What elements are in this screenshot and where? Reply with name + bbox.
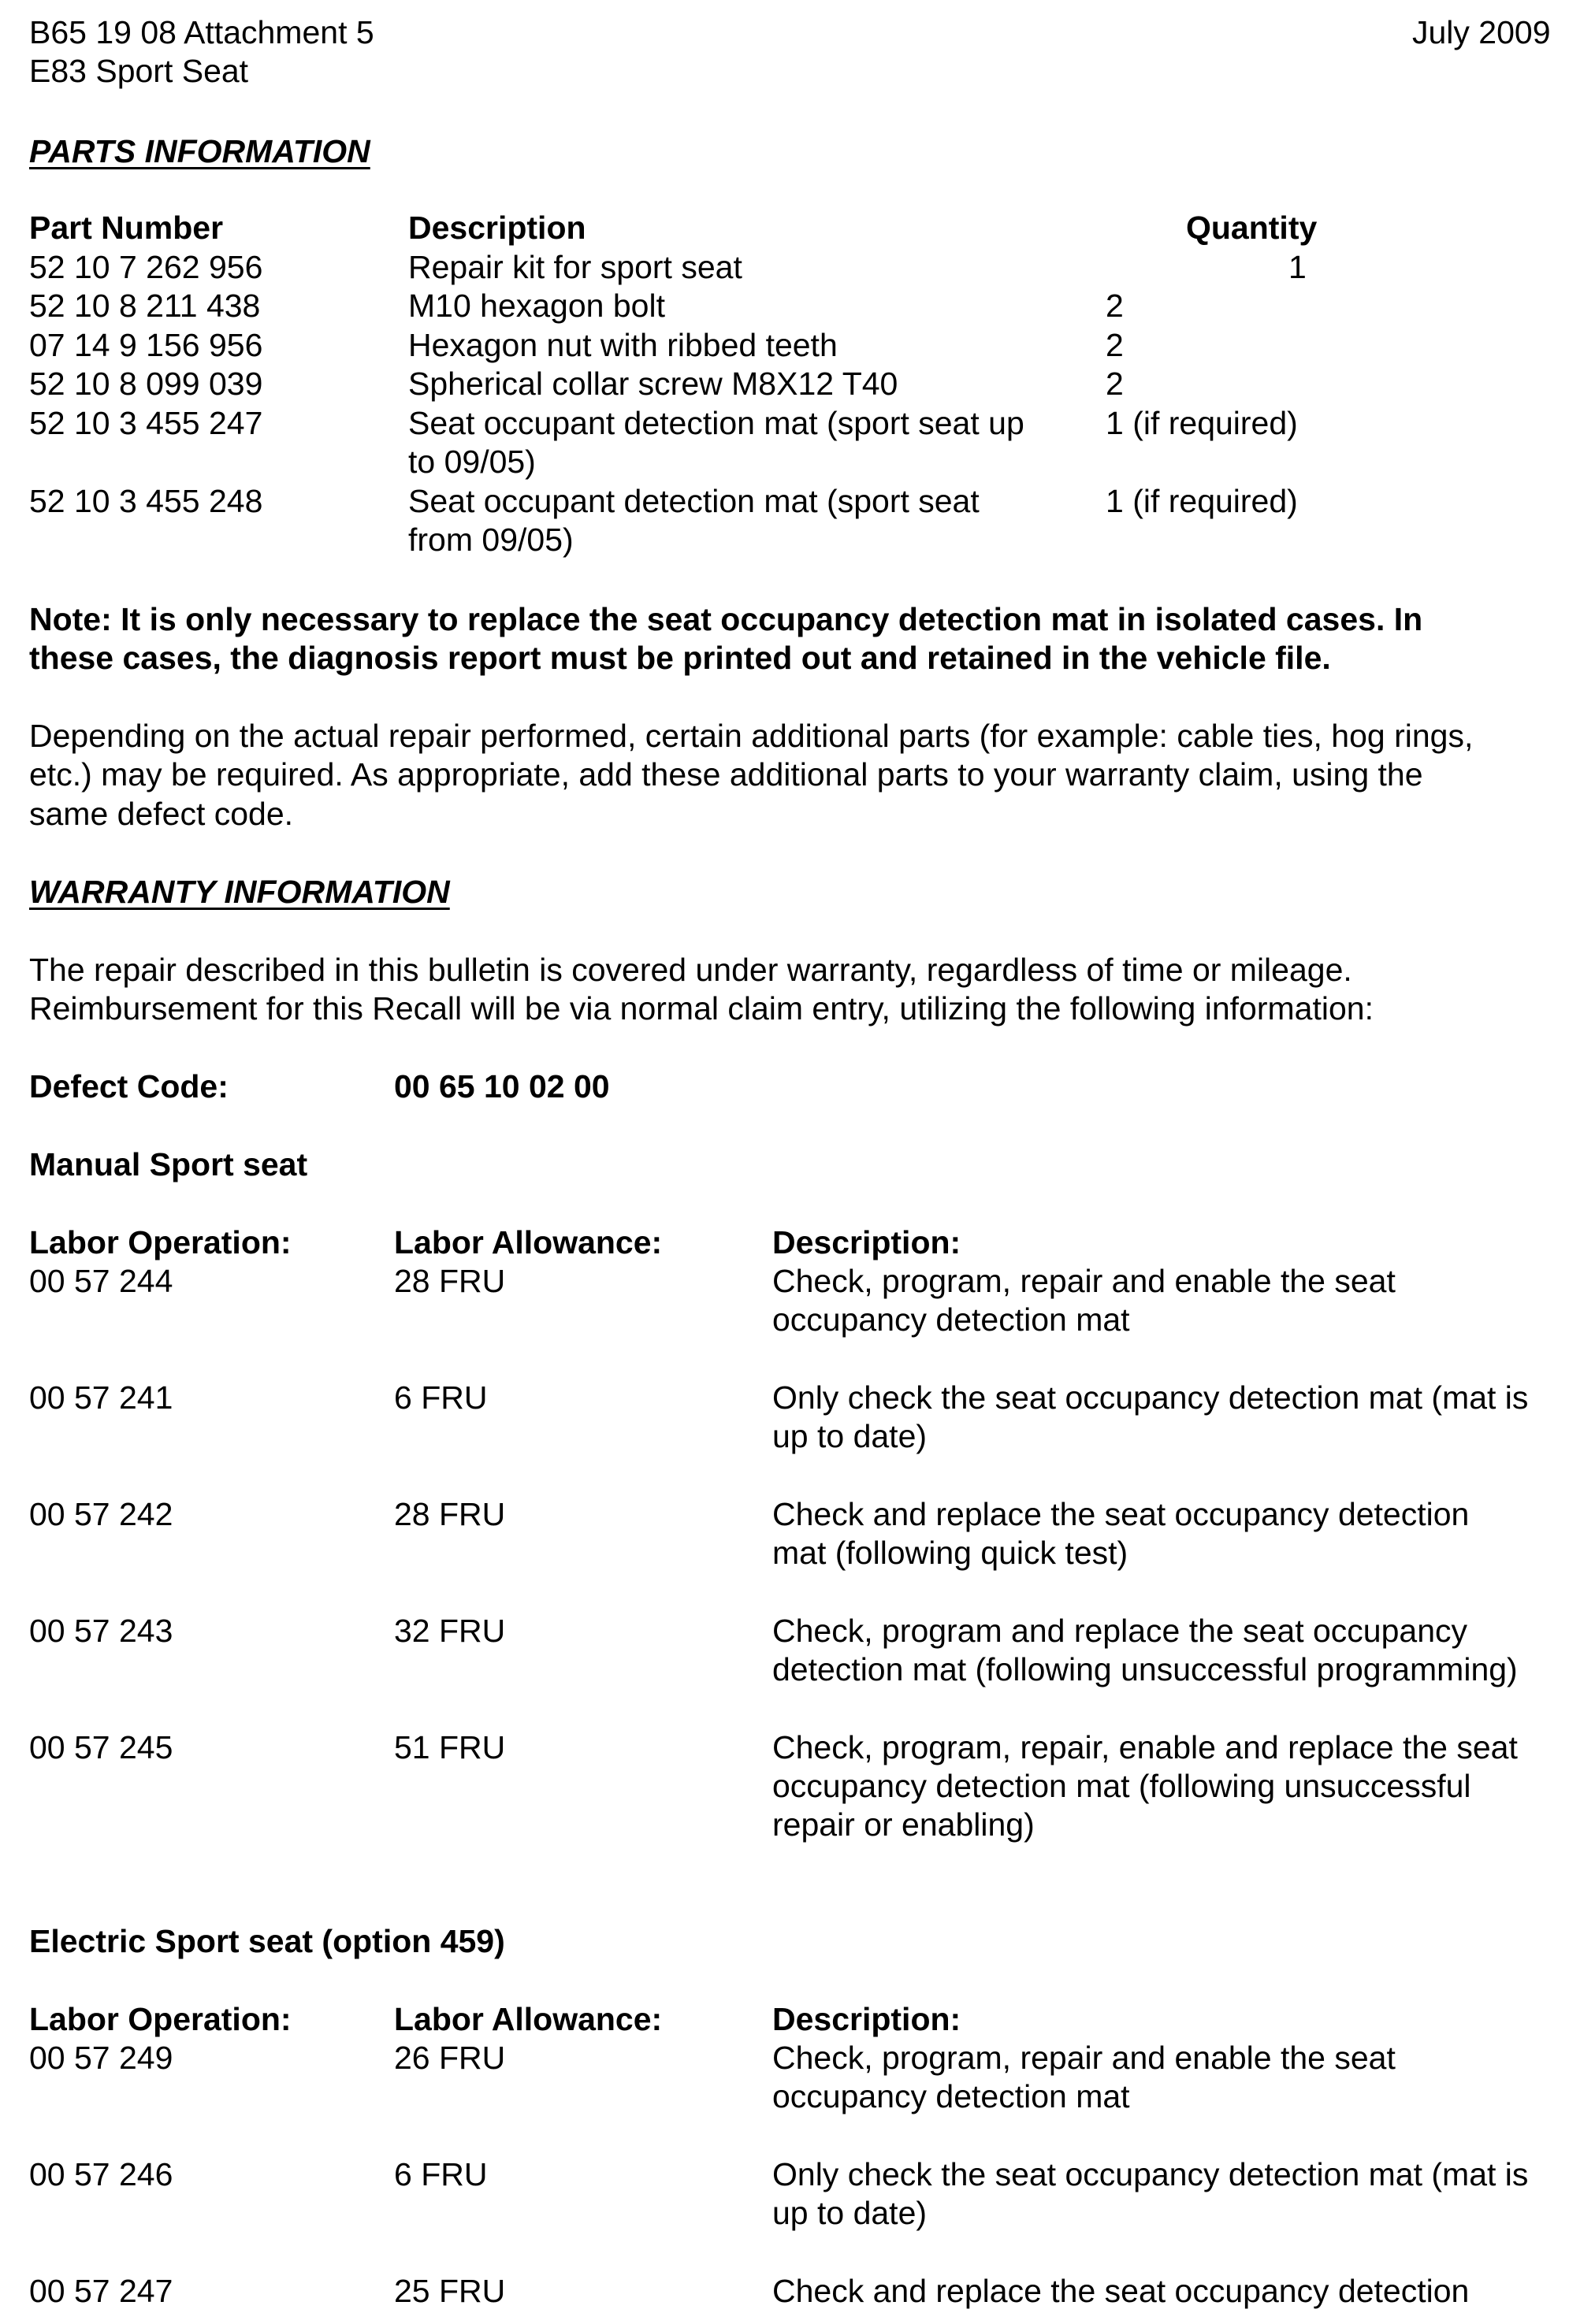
labor-operation: 00 57 249 — [29, 2040, 173, 2076]
part-quantity: 1 (if required) — [1106, 483, 1298, 519]
part-number: 52 10 8 099 039 — [29, 366, 263, 402]
labor-description-cont: up to date) — [772, 2195, 928, 2231]
labor-operation: 00 57 242 — [29, 1496, 173, 1532]
labor-allowance: 32 FRU — [394, 1613, 506, 1649]
warranty-line-2: Reimbursement for this Recall will be via normal claim entry, utilizing the following information: — [29, 990, 1374, 1026]
labor-description: Only check the seat occupancy detection mat (mat is — [772, 1379, 1529, 1416]
doc-subject: E83 Sport Seat — [29, 53, 249, 89]
parts-col-part-number: Part Number — [29, 210, 224, 246]
labor-allowance: 28 FRU — [394, 1496, 506, 1532]
part-description: M10 hexagon bolt — [408, 288, 665, 324]
note-line-1: Note: It is only necessary to replace the seat occupancy detection mat in isolated cases. In — [29, 601, 1423, 637]
parts-col-quantity: Quantity — [1186, 210, 1318, 246]
manual-col-allowance: Labor Allowance: — [394, 1224, 663, 1260]
additional-parts-line-1: Depending on the actual repair performed, certain additional parts (for example: cable ties, hog rings, — [29, 718, 1474, 754]
part-number: 07 14 9 156 956 — [29, 327, 263, 363]
part-description-cont: to 09/05) — [408, 444, 536, 480]
parts-col-description: Description — [408, 210, 586, 246]
labor-description: Check, program and replace the seat occupancy — [772, 1613, 1468, 1649]
part-quantity: 1 (if required) — [1106, 405, 1298, 441]
part-quantity: 2 — [1106, 288, 1124, 324]
labor-allowance: 51 FRU — [394, 1729, 506, 1765]
part-description: Spherical collar screw M8X12 T40 — [408, 366, 898, 402]
defect-code-value: 00 65 10 02 00 — [394, 1068, 610, 1104]
electric-seat-heading: Electric Sport seat (option 459) — [29, 1923, 505, 1959]
labor-description-cont: occupancy detection mat (following unsuccessful — [772, 1768, 1471, 1804]
labor-operation: 00 57 245 — [29, 1729, 173, 1765]
labor-operation: 00 57 246 — [29, 2156, 173, 2192]
additional-parts-line-3: same defect code. — [29, 796, 294, 832]
labor-description-cont: repair or enabling) — [772, 1806, 1035, 1843]
labor-description-cont: occupancy detection mat — [772, 1301, 1130, 1338]
labor-allowance: 25 FRU — [394, 2273, 506, 2309]
labor-allowance: 28 FRU — [394, 1263, 506, 1299]
part-description: Seat occupant detection mat (sport seat up — [408, 405, 1024, 441]
labor-allowance: 6 FRU — [394, 1379, 488, 1416]
electric-col-allowance: Labor Allowance: — [394, 2001, 663, 2037]
part-number: 52 10 7 262 956 — [29, 249, 263, 285]
labor-operation: 00 57 243 — [29, 1613, 173, 1649]
labor-operation: 00 57 241 — [29, 1379, 173, 1416]
labor-description: Check and replace the seat occupancy detection — [772, 2273, 1470, 2309]
part-description: Hexagon nut with ribbed teeth — [408, 327, 838, 363]
warranty-heading: WARRANTY INFORMATION — [29, 874, 450, 910]
part-quantity: 1 — [1288, 249, 1307, 285]
labor-description-cont: occupancy detection mat — [772, 2078, 1130, 2114]
part-description: Seat occupant detection mat (sport seat — [408, 483, 980, 519]
manual-seat-heading: Manual Sport seat — [29, 1146, 308, 1182]
warranty-line-1: The repair described in this bulletin is covered under warranty, regardless of time or mileage. — [29, 952, 1352, 988]
part-quantity: 2 — [1106, 327, 1124, 363]
labor-description: Only check the seat occupancy detection mat (mat is — [772, 2156, 1529, 2192]
manual-col-description: Description: — [772, 1224, 961, 1260]
labor-description: Check and replace the seat occupancy detection — [772, 1496, 1470, 1532]
labor-description: Check, program, repair and enable the seat — [772, 1263, 1396, 1299]
labor-description-cont: up to date) — [772, 1418, 928, 1454]
note-line-2: these cases, the diagnosis report must be printed out and retained in the vehicle file. — [29, 640, 1331, 676]
labor-operation: 00 57 244 — [29, 1263, 173, 1299]
defect-code-label: Defect Code: — [29, 1068, 229, 1104]
labor-description-cont: mat (following quick test) — [772, 1535, 1128, 1571]
part-number: 52 10 8 211 438 — [29, 288, 261, 324]
labor-allowance: 6 FRU — [394, 2156, 488, 2192]
parts-heading: PARTS INFORMATION — [29, 133, 370, 169]
doc-date: July 2009 — [1412, 14, 1551, 50]
part-number: 52 10 3 455 248 — [29, 483, 263, 519]
part-quantity: 2 — [1106, 366, 1124, 402]
labor-description: Check, program, repair, enable and replace the seat — [772, 1729, 1518, 1765]
labor-description: Check, program, repair and enable the seat — [772, 2040, 1396, 2076]
manual-col-operation: Labor Operation: — [29, 1224, 292, 1260]
electric-col-operation: Labor Operation: — [29, 2001, 292, 2037]
doc-reference: B65 19 08 Attachment 5 — [29, 14, 374, 50]
part-description-cont: from 09/05) — [408, 522, 574, 558]
labor-operation: 00 57 247 — [29, 2273, 173, 2309]
part-number: 52 10 3 455 247 — [29, 405, 263, 441]
part-description: Repair kit for sport seat — [408, 249, 742, 285]
labor-allowance: 26 FRU — [394, 2040, 506, 2076]
additional-parts-line-2: etc.) may be required. As appropriate, add these additional parts to your warranty claim, using the — [29, 756, 1423, 793]
electric-col-description: Description: — [772, 2001, 961, 2037]
labor-description-cont: detection mat (following unsuccessful programming) — [772, 1651, 1518, 1687]
